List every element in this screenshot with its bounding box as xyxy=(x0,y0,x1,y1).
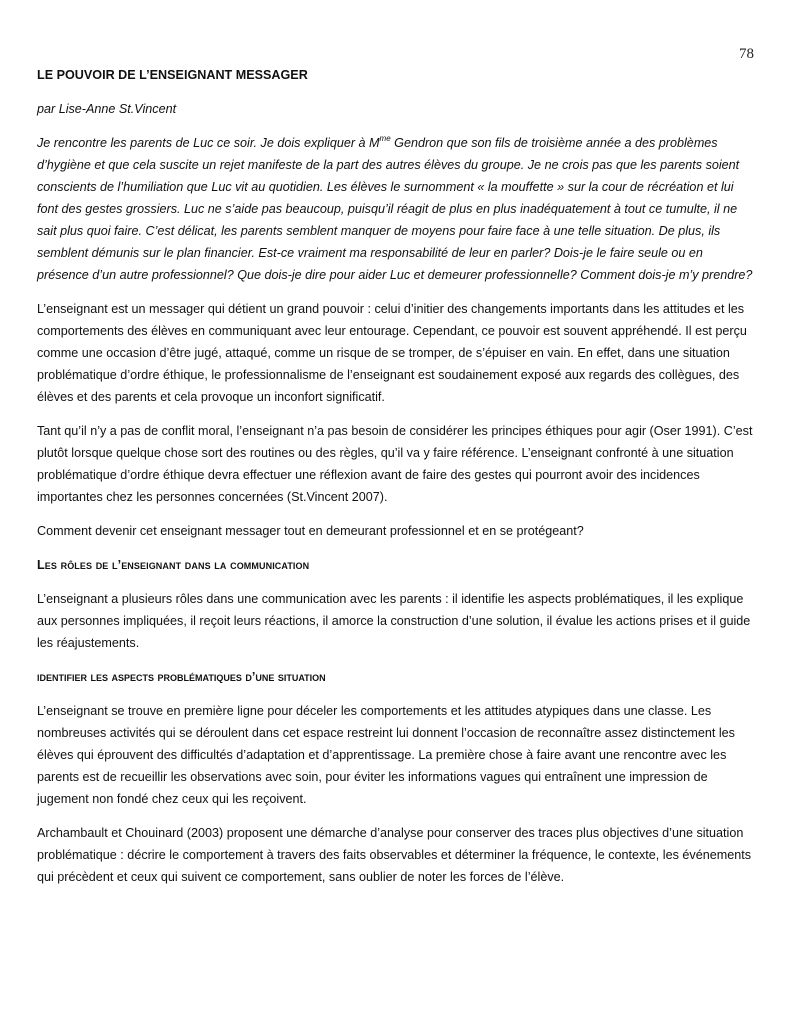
intro-superscript: me xyxy=(379,134,391,143)
intro-scenario xyxy=(37,132,757,286)
intro-text-rest: Gendron que son fils de troisième année a des problèmes d’hygiène et que cela suscite un rejet manifeste de la part des autres élèves du groupe. Je ne crois pas que les parents soient conscients de l’humiliation que Luc vit au quotidien. Les élèves le surnomment « la mouffette » sur la cour de récréation et lui font des gestes grossiers. Luc ne s’aide pas beaucoup, puisqu’il réagit de plus en plus inadéquatement à tout ce tumulte, il ne sait plus quoi faire. C’est délicat, les parents semblent manquer de moyens pour faire face à une telle situation. De plus, ils semblent démunis sur le plan financier. Est-ce vraiment ma responsabilité de leur en parler? Dois-je le faire seule ou en présence d’un autre professionnel? Que dois-je dire pour aider Luc et demeurer professionnelle? Comment dois-je m’y prendre? xyxy=(37,136,753,282)
subsection-heading: identifier les aspects problématiques d’une situation xyxy=(37,670,326,684)
author-line: par Lise-Anne St.Vincent xyxy=(37,102,177,116)
page-number: 78 xyxy=(739,46,754,62)
paragraph: L’enseignant a plusieurs rôles dans une communication avec les parents : il identifie les aspects problématiques, il les explique aux personnes impliquées, il reçoit leurs réactions, il amorce la construction d’une solution, il évalue les actions prises et il guide les réajustements. xyxy=(37,592,751,650)
paragraph: L’enseignant se trouve en première ligne pour déceler les comportements et les attitudes atypiques dans une classe. Les nombreuses activités qui se déroulent dans cet espace restreint lui donnent l’occasion de reconnaître assez distinctement les élèves qui éprouvent des difficultés d’adaptation et d’apprentissage. La première chose à faire avant une rencontre avec les parents est de recueillir les observations avec soin, pour éviter les informations vagues qui entraînent une impression de jugement non fondé chez ceux qui les reçoivent. xyxy=(37,704,735,806)
paragraph: Comment devenir cet enseignant messager tout en demeurant professionnel et en se protégeant? xyxy=(37,524,584,538)
paragraph: Archambault et Chouinard (2003) proposent une démarche d’analyse pour conserver des traces plus objectives d’une situation problématique : décrire le comportement à travers des faits observables et déterminer la fréquence, le contexte, les événements qui précèdent et ceux qui suivent ce comportement, sans oublier de noter les forces de l’élève. xyxy=(37,826,752,884)
paragraph: Tant qu’il n’y a pas de conflit moral, l’enseignant n’a pas besoin de considérer les principes éthiques pour agir (Oser 1991). C’est plutôt lorsque quelque chose sort des routines ou des règles, qu’il va y faire référence. L’enseignant confronté à une situation problématique d’ordre éthique devra effectuer une réflexion avant de faire des gestes qui pourront avoir des incidences importantes chez les personnes concernées (St.Vincent 2007). xyxy=(37,424,753,504)
document-body xyxy=(37,64,757,900)
paragraph: L’enseignant est un messager qui détient un grand pouvoir : celui d’initier des changements importants dans les attitudes et les comportements des élèves en communiquant avec leur entourage. Cependant, ce pouvoir est souvent appréhendé. Il est perçu comme une occasion d’être jugé, attaqué, comme un risque de se tromper, de s’épuiser en vain. En effet, dans une situation problématique d’ordre éthique, le professionnalisme de l’enseignant est soudainement exposé aux regards des collègues, des élèves et des parents et cela provoque un inconfort significatif. xyxy=(37,302,747,404)
section-heading: Les rôles de l’enseignant dans la communication xyxy=(37,558,310,572)
document-title: LE POUVOIR DE L’ENSEIGNANT MESSAGER xyxy=(37,68,308,82)
intro-text-start: Je rencontre les parents de Luc ce soir. Je dois expliquer à M xyxy=(37,136,380,150)
